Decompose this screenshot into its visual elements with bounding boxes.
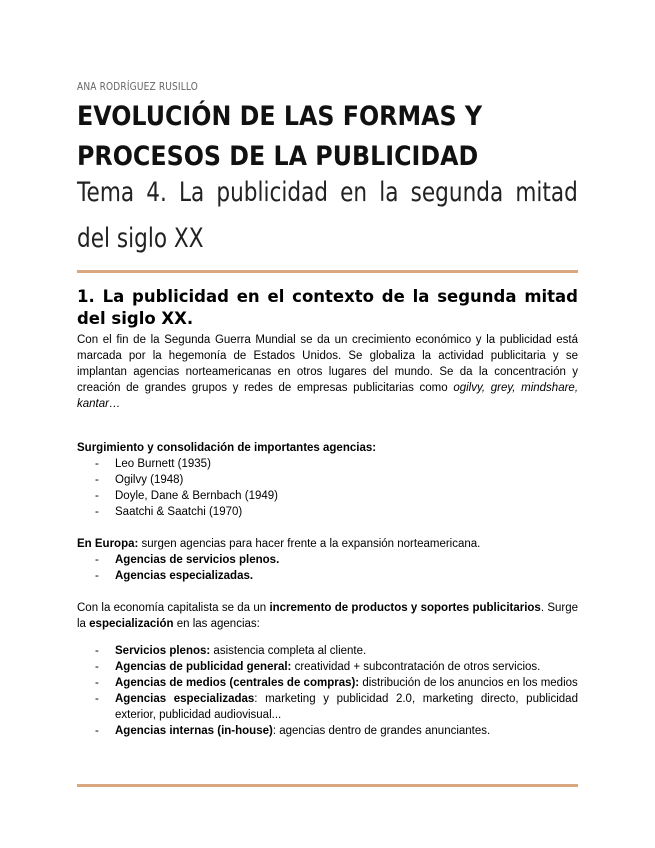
agencies-title: Surgimiento y consolidación de importantes agencias: xyxy=(77,442,377,454)
list-item: - Agencias de medios (centrales de compras): distribución de los anuncios en los medios xyxy=(95,677,578,689)
list-item: - Agencias de servicios plenos. xyxy=(95,554,280,566)
agency-types-list xyxy=(77,643,578,739)
list-item: - Agencias especializadas: marketing y publicidad 2.0, marketing directo, publicidad exterior, publicidad audiovisual... xyxy=(95,693,578,721)
list-item: - Servicios plenos: asistencia completa al cliente. xyxy=(95,645,367,657)
europe-line xyxy=(77,536,578,552)
list-item: - Agencias de publicidad general: creatividad + subcontratación de otros servicios. xyxy=(95,661,541,673)
list-item: - Leo Burnett (1935) xyxy=(95,458,211,470)
top-divider xyxy=(77,270,578,273)
list-item: - Agencias internas (in-house): agencias dentro de grandes anunciantes. xyxy=(95,725,491,737)
europe-block xyxy=(77,536,578,584)
europe-list xyxy=(77,552,578,584)
europe-text: surgen agencias para hacer frente a la expansión norteamericana. xyxy=(138,538,481,550)
list-item: - Saatchi & Saatchi (1970) xyxy=(95,506,243,518)
list-item: - Ogilvy (1948) xyxy=(95,474,184,486)
agency-types-block xyxy=(77,643,578,739)
bottom-divider xyxy=(77,784,578,787)
agencies-block xyxy=(77,440,578,520)
agencies-list xyxy=(77,456,578,520)
list-item: - Doyle, Dane & Bernbach (1949) xyxy=(95,490,279,502)
economy-paragraph: Con la economía capitalista se da un incremento de productos y soportes publicitarios. Surge la especialización en las agencias: xyxy=(77,602,579,630)
intro-text: Con el fin de la Segunda Guerra Mundial se da un crecimiento económico y la publicidad está marcada por la hegemonía de Estados Unidos. Se globaliza la actividad publicitaria y se implantan agencias norteamericanas en otros lugares del mundo. Se da la concentración y creación de grandes grupos y redes de empresas publicitarias como xyxy=(77,334,578,394)
author-name: ANA RODRÍGUEZ RUSILLO xyxy=(77,80,199,93)
section-heading: 1. La publicidad en el contexto de la segunda mitad del siglo XX. xyxy=(77,287,578,328)
intro-paragraph xyxy=(77,332,578,412)
document-subtitle: Tema 4. La publicidad en la segunda mitad del siglo XX xyxy=(77,177,578,254)
europe-label: En Europa: xyxy=(77,538,139,550)
intro-examples: ogilvy, grey, mindshare, kantar… xyxy=(77,382,579,410)
document-title: EVOLUCIÓN DE LAS FORMAS Y PROCESOS DE LA PUBLICIDAD xyxy=(77,101,483,172)
list-item: - Agencias especializadas. xyxy=(95,570,254,582)
